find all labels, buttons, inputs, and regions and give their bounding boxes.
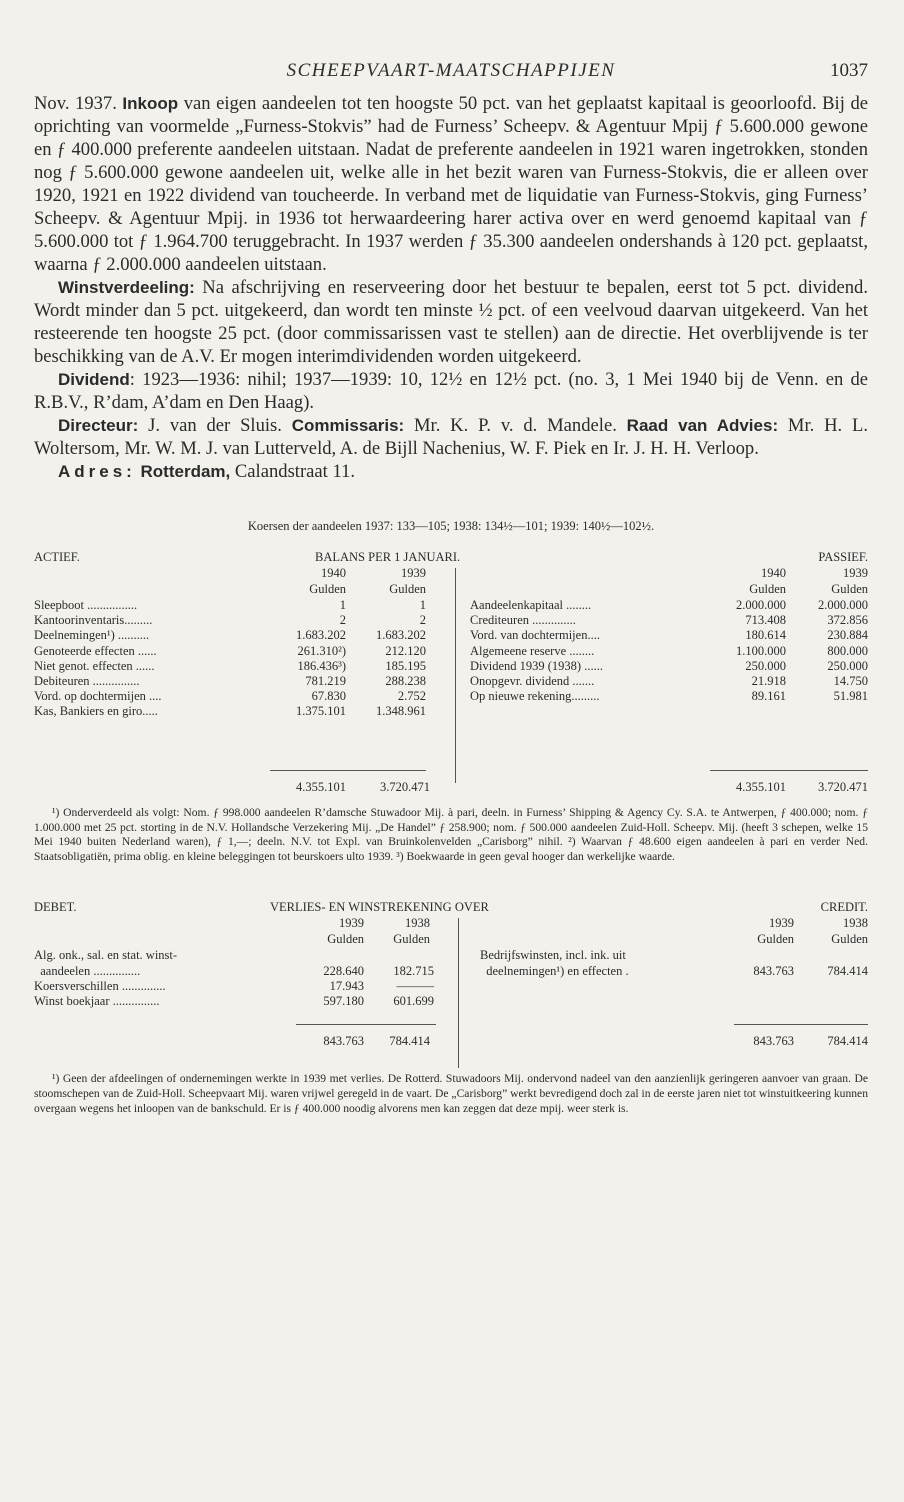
row-value-1940: 261.310²) — [297, 643, 346, 658]
table-row — [34, 674, 434, 689]
right-unit-2: Gulden — [831, 932, 868, 947]
paragraph-inkoop — [34, 92, 868, 276]
left-total-rule — [270, 770, 426, 771]
balans-left-rows — [34, 598, 434, 720]
running-title: SCHEEPVAART-MAATSCHAPPIJEN — [286, 60, 616, 81]
table-row — [470, 613, 868, 628]
paragraph-bestuur — [34, 414, 868, 460]
row-label: Vord. van dochtermijen.... — [470, 628, 600, 643]
right-unit-1: Gulden — [757, 932, 794, 947]
right-year-1: 1939 — [769, 916, 794, 931]
balans-title: BALANS PER 1 JANUARI. — [315, 550, 461, 564]
left-total-1938: 784.414 — [389, 1034, 430, 1049]
adres-text: Calandstraat 11. — [230, 461, 356, 482]
row-value-1939: 51.981 — [833, 689, 868, 704]
vw-divider — [458, 918, 459, 1068]
table-row — [34, 659, 434, 674]
table-row — [34, 613, 434, 628]
row-value-1940: 89.161 — [751, 689, 786, 704]
vw-left-rows — [34, 948, 434, 1009]
left-total-1939: 843.763 — [323, 1034, 364, 1049]
row-label: Onopgevr. dividend ....... — [470, 674, 595, 689]
inkoop-text: van eigen aandeelen tot ten hoogste 50 pct. van het geplaatst kapitaal is geoorloofd. Bij de oprichting van voormelde „Furness-Stokvis” had de Furness’ Scheepv. & Agentuur Mpij ƒ 5.600.000 gewone en ƒ 400.000 preferente aandeelen uitstaan. Nadat de preferente aandeelen in 1921 waren ingetrokken, stonden nog ƒ 5.600.000 gewone aandeelen uit, welke alle in het bezit waren van Furness-Stokvis, die er alleen over 1920, 1921 en 1922 dividend van toucheerde. In verband met de liquidatie van Furness-Stokvis, ging Furness’ Scheepv. & Agentuur Mpij. in 1936 tot herwaardeering harer activa over en werd genoemd kapitaal van ƒ 5.600.000 tot ƒ 1.964.700 teruggebracht. In 1937 werden ƒ 35.300 aandeelen ondershands à 120 pct. geplaatst, waarna ƒ 2.000.000 aandeelen uitstaan. — [34, 93, 868, 275]
row-value-1940: 781.219 — [305, 674, 346, 689]
table-row — [470, 628, 868, 643]
row-value-1940: 250.000 — [745, 658, 786, 673]
right-total-1939: 843.763 — [753, 1034, 794, 1049]
row-value-1940: 2 — [339, 613, 346, 628]
row-label: Niet genot. effecten ...... — [34, 658, 155, 673]
page-number: 1037 — [830, 60, 868, 81]
raad-label: Raad van Advies: — [626, 416, 779, 435]
row-value-1939 — [288, 948, 364, 963]
row-value-1940: 713.408 — [745, 613, 786, 628]
row-value-1940: 186.436³) — [297, 658, 346, 673]
left-unit-1: Gulden — [327, 932, 364, 947]
vw-footnote: ¹) Geen der afdeelingen of ondernemingen werkte in 1939 met verlies. De Rotterd. Stuwadoors Mij. ondervond nadeel van den aanzienlijk geringeren aanvoer van graan. De stoomschepen van de Zuid-Holl. Scheepvaart Mij. waren vrijwel geregeld in de vaart. De „Carisborg” werkt bevredigend doch zal in de eerste jaren niet tot winstuitkeering kunnen overgaan wegens het inloopen van de bankschuld. Er is ƒ 400.000 noodig alvorens men kan zeggen dat deze mpij. weer sterk is. — [34, 1072, 868, 1115]
row-value-1939: 843.763 — [753, 963, 794, 978]
vw-right-rows — [480, 948, 868, 978]
row-label: Sleepboot ................ — [34, 598, 138, 612]
row-label: Vord. op dochtermijen .... — [34, 689, 162, 704]
table-row — [34, 689, 434, 704]
left-unit-2: Gulden — [389, 582, 426, 596]
table-row — [470, 689, 868, 704]
table-row — [480, 948, 868, 963]
row-label: deelnemingen¹) en effecten . — [480, 963, 629, 978]
row-value-1940: 67.830 — [311, 689, 346, 704]
row-value-1939 — [724, 948, 794, 963]
row-label: aandeelen ............... — [34, 963, 141, 978]
left-total-1940: 4.355.101 — [296, 780, 346, 794]
table-row — [34, 994, 434, 1009]
row-value-1939: 2 — [419, 613, 426, 628]
right-total-rule — [710, 770, 868, 771]
adres-city: Rotterdam, — [140, 462, 231, 481]
table-row — [34, 704, 434, 719]
right-total-1938: 784.414 — [827, 1034, 868, 1049]
directeur-label: Directeur: — [58, 416, 139, 435]
left-year-2: 1939 — [401, 566, 426, 580]
paragraph-adres — [34, 460, 868, 483]
row-value-1938: 784.414 — [827, 963, 868, 978]
commissaris-text: Mr. K. P. v. d. Mandele. — [404, 415, 627, 436]
koersen-line: Koersen der aandeelen 1937: 133—105; 1938: 134½—101; 1939: 140½—102½. — [247, 519, 655, 533]
table-row — [34, 979, 434, 994]
paragraph-dividend — [34, 368, 868, 414]
row-value-1940: 1.683.202 — [296, 628, 346, 643]
row-value-1939: 372.856 — [827, 613, 868, 628]
dividend-label: Dividend — [58, 370, 130, 389]
document-page — [34, 60, 868, 1116]
row-value-1939: 212.120 — [385, 643, 426, 658]
passief-heading: PASSIEF. — [818, 550, 868, 564]
left-year-1: 1939 — [339, 916, 364, 931]
row-value-1938: ——— — [396, 978, 434, 993]
dividend-text: : 1923—1936: nihil; 1937—1939: 10, 12½ en 12½ pct. (no. 3, 1 Mei 1940 bij de Venn. en de R.B.V., R’dam, A’dam en Den Haag). — [34, 369, 868, 413]
commissaris-label: Commissaris: — [291, 416, 405, 435]
right-year-2: 1938 — [843, 916, 868, 931]
table-row — [34, 644, 434, 659]
row-value-1939: 1.348.961 — [376, 704, 426, 719]
table-row — [34, 964, 434, 979]
left-unit-2: Gulden — [393, 932, 430, 947]
row-value-1939: 288.238 — [385, 674, 426, 689]
left-total-rule — [296, 1024, 436, 1025]
row-value-1940: 1 — [339, 598, 346, 612]
balans-divider — [455, 568, 456, 783]
row-value-1939: 185.195 — [385, 658, 426, 673]
row-value-1939: 230.884 — [827, 628, 868, 643]
balans-right-rows — [470, 598, 868, 704]
adres-label: Adres: — [58, 462, 136, 481]
table-row — [470, 674, 868, 689]
row-value-1939: 800.000 — [827, 643, 868, 658]
actief-heading: ACTIEF. — [34, 550, 80, 564]
row-label: Algemeene reserve ........ — [470, 643, 595, 658]
balans-table — [34, 550, 868, 800]
row-label: Deelnemingen¹) .......... — [34, 628, 150, 643]
table-row — [34, 948, 434, 963]
debet-heading: DEBET. — [34, 900, 77, 915]
right-unit-2: Gulden — [831, 582, 868, 596]
row-value-1940: 2.000.000 — [736, 598, 786, 612]
row-label: Aandeelenkapitaal ........ — [470, 598, 592, 612]
row-value-1938: 601.699 — [393, 993, 434, 1008]
table-row — [470, 644, 868, 659]
row-label: Winst boekjaar ............... — [34, 993, 160, 1008]
row-value-1939: 597.180 — [323, 993, 364, 1008]
row-value-1939: 2.752 — [397, 689, 426, 704]
left-year-1: 1940 — [321, 566, 346, 580]
row-label: Kantoorinventaris......... — [34, 613, 153, 628]
left-year-2: 1938 — [405, 916, 430, 931]
row-label: Crediteuren .............. — [470, 613, 576, 628]
row-value-1939: 1.683.202 — [376, 628, 426, 643]
row-value-1939: 14.750 — [833, 674, 868, 689]
row-label: Koersverschillen .............. — [34, 978, 166, 993]
vw-title: VERLIES- EN WINSTREKENING OVER — [270, 900, 489, 915]
row-value-1940: 180.614 — [745, 628, 786, 643]
table-row — [470, 659, 868, 674]
credit-heading: CREDIT. — [820, 900, 868, 915]
table-row — [34, 598, 434, 613]
right-unit-1: Gulden — [749, 582, 786, 596]
right-total-1939: 3.720.471 — [818, 780, 868, 794]
left-total-1939: 3.720.471 — [380, 780, 430, 794]
row-value-1940: 1.375.101 — [296, 704, 346, 719]
row-label: Debiteuren ............... — [34, 674, 140, 689]
left-unit-1: Gulden — [309, 582, 346, 596]
row-value-1940: 21.918 — [751, 674, 786, 689]
page-header — [34, 60, 868, 88]
row-label: Dividend 1939 (1938) ...... — [470, 658, 603, 673]
row-value-1939: 2.000.000 — [818, 598, 868, 612]
paragraph-winstverdeeling — [34, 276, 868, 368]
table-row — [34, 628, 434, 643]
row-value-1939: 250.000 — [827, 658, 868, 673]
row-label: Alg. onk., sal. en stat. winst- — [34, 948, 178, 963]
date-text: Nov. 1937. — [34, 93, 117, 114]
table-row — [480, 964, 868, 979]
row-value-1938: 182.715 — [393, 963, 434, 978]
winstverdeeling-label: Winstverdeeling: — [58, 278, 195, 297]
verlies-winst-table — [34, 900, 868, 1070]
row-label: Op nieuwe rekening......... — [470, 689, 600, 704]
winstverdeeling-text: Na afschrijving en reserveering door het bestuur te bepalen, eerst tot 5 pct. dividend. Wordt minder dan 5 pct. uitgekeerd, dan wordt ten minste ½ pct. of een veelvoud daarvan uitgekeerd. Van het resteerende ten hoogste 25 pct. (door commissarissen vast te stellen) aan de directie. Het overblijvende is ter beschikking van de A.V. Er mogen interimdividenden worden uitgekeerd. — [34, 277, 868, 367]
table-row — [470, 598, 868, 613]
row-value-1939: 17.943 — [329, 978, 364, 993]
right-total-1940: 4.355.101 — [736, 780, 786, 794]
right-year-2: 1939 — [843, 566, 868, 580]
row-value-1938 — [364, 948, 434, 963]
right-total-rule — [734, 1024, 868, 1025]
row-value-1939: 1 — [419, 598, 426, 612]
inkoop-label: Inkoop — [122, 94, 179, 113]
balans-footnote: ¹) Onderverdeeld als volgt: Nom. ƒ 998.000 aandeelen R’damsche Stuwadoor Mij. à pari, deeln. in Furness’ Shipping & Agency Cy. S.A. te Antwerpen, ƒ 400.000; nom. ƒ 1.000.000 met 25 pct. storting in de N.V. Hollandsche Verzekering Mij. „De Handel” ƒ 258.900; nom. ƒ 500.000 aandeelen Zuid-Holl. Scheepv. Mij. (heeft 3 schepen, welke 15 Mei 1940 buiten Nederland waren), ƒ 1,—; deeln. N.V. tot Expl. van Bruinkolenvelden „Carisborg” nihil. ²) Waarvan ƒ 48.600 eigen aandeelen à pari en verder Ned. Staatsobligatiën, prima oblig. en kleine beleggingen tot beurskoers ulto 1939. ³) Boekwaarde in geen geval hooger dan werkelijke waarde. — [34, 806, 868, 863]
right-year-1: 1940 — [761, 566, 786, 580]
row-label: Bedrijfswinsten, incl. ink. uit — [480, 948, 626, 963]
row-value-1938 — [794, 948, 868, 963]
row-label: Genoteerde effecten ...... — [34, 643, 157, 658]
directeur-text: J. van der Sluis. — [138, 415, 292, 436]
row-value-1940: 1.100.000 — [736, 643, 786, 658]
row-value-1939: 228.640 — [323, 963, 364, 978]
row-label: Kas, Bankiers en giro..... — [34, 704, 158, 719]
raad-text: Mr. H. L. Woltersom, Mr. W. M. J. van Lutterveld, A. de Bijll Nachenius, W. F. Piek en Ir. J. H. H. Verloop. — [34, 415, 868, 459]
